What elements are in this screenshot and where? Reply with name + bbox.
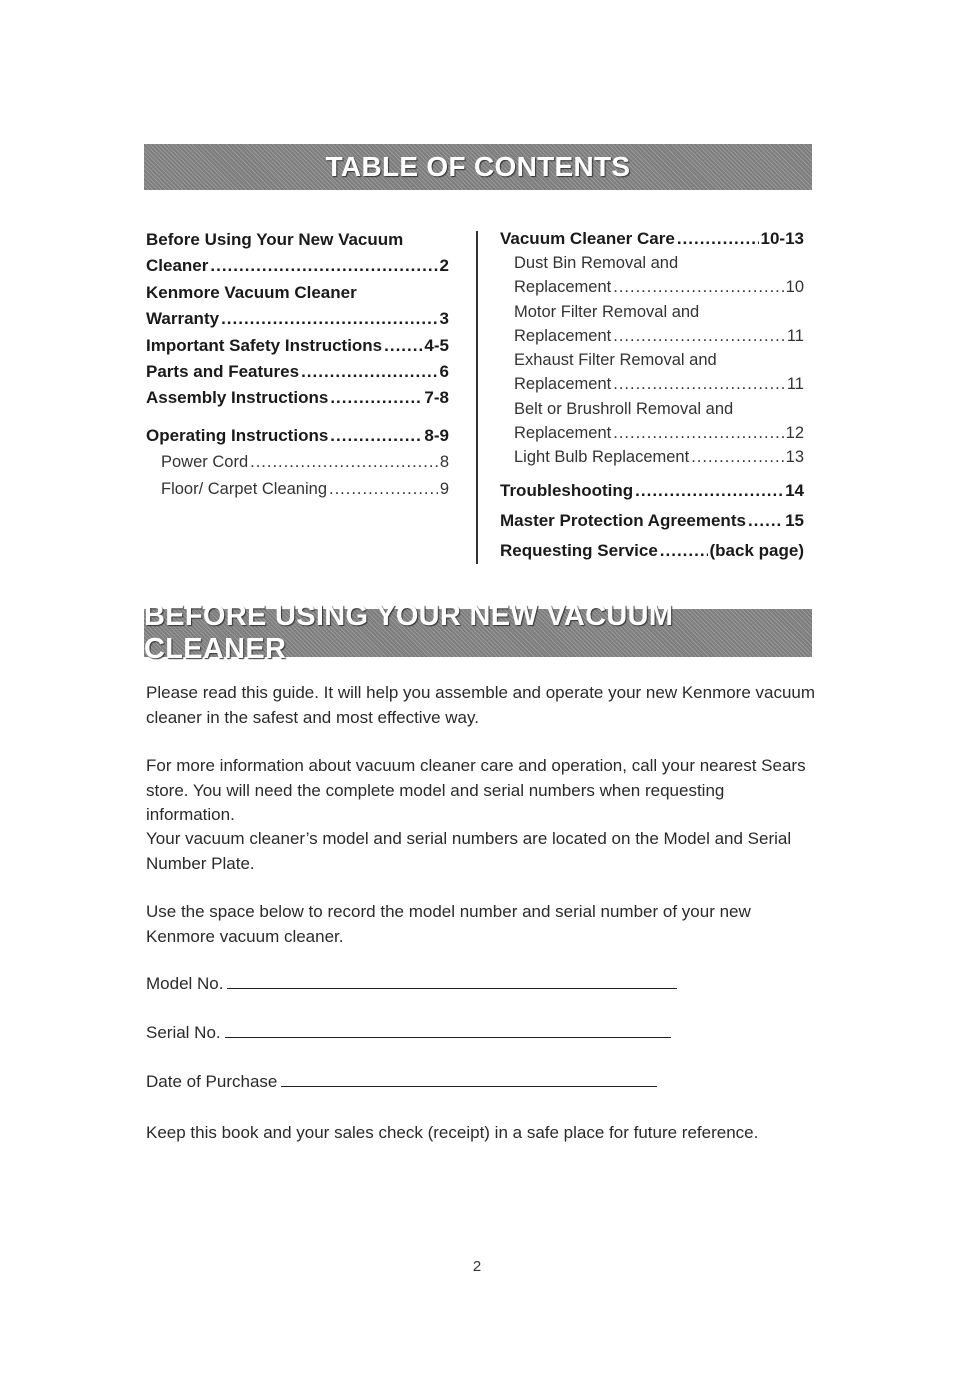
toc-entry-power-cord[interactable] [146,449,449,476]
toc-page-number: 9 [439,480,449,498]
toc-entry-before-using-line1: Before Using Your New Vacuum [146,230,404,249]
toc-leader-dots [677,226,759,251]
toc-entry-floor-cleaning[interactable] [146,476,449,503]
serial-number-field[interactable] [146,1023,671,1043]
toc-page-number: 13 [785,448,804,467]
toc-page-number: 8 [439,453,449,471]
model-number-field[interactable] [146,974,677,994]
toc-entry-label: Parts and Features [146,362,300,381]
toc-column-divider [476,231,478,564]
toc-entry-label: Operating Instructions [146,426,329,445]
toc-page-number: 4-5 [424,336,449,355]
before-using-title: BEFORE USING YOUR NEW VACUUM CLEANER [144,600,674,665]
toc-page-number: 11 [786,375,804,394]
toc-page-number: 11 [786,326,804,345]
toc-entry-label: Troubleshooting [500,480,634,500]
toc-left-column [146,226,449,503]
serial-number-label: Serial No. [146,1023,221,1042]
record-paragraph: Use the space below to record the model number and serial number of your new Kenmore vacuum cleaner. [146,902,751,946]
toc-entry-label: Important Safety Instructions [146,336,383,355]
toc-entry-warranty[interactable] [146,306,449,332]
toc-right-column [500,226,804,566]
toc-entry-assembly[interactable] [146,385,449,422]
purchase-date-label: Date of Purchase [146,1072,278,1091]
toc-entry-label: Replacement [514,375,612,394]
toc-entry-dust-line1: Dust Bin Removal and [514,254,679,272]
toc-leader-dots [660,536,708,566]
toc-leader-dots [384,332,422,359]
toc-entry-before-using[interactable] [146,253,449,279]
toc-page-number: 14 [785,480,804,500]
toc-leader-dots [330,422,422,449]
toc-page-number: 12 [785,424,804,443]
toc-leader-dots [221,306,437,332]
toc-leader-dots [635,476,783,506]
toc-entry-care[interactable] [500,226,804,251]
toc-entry-troubleshooting[interactable] [500,476,804,506]
toc-page-number: 6 [439,362,449,381]
toc-entry-label: Replacement [514,278,612,297]
toc-entry-operating[interactable] [146,422,449,449]
toc-entry-warranty-line1: Kenmore Vacuum Cleaner [146,283,357,302]
toc-leader-dots [330,385,422,411]
toc-title: TABLE OF CONTENTS [325,151,631,182]
model-number-line[interactable] [227,974,677,989]
toc-entry-exhaust-filter[interactable] [514,372,804,396]
toc-leader-dots [613,372,785,396]
toc-page-number: 2 [439,256,449,275]
toc-entry-label: Assembly Instructions [146,388,329,407]
page-number: 2 [472,1258,482,1275]
toc-entry-light-bulb[interactable] [514,445,804,469]
toc-entry-motor-line1: Motor Filter Removal and [514,302,700,321]
toc-banner [144,144,812,190]
toc-entry-label: Replacement [514,424,612,443]
toc-entry-exhaust-line1: Exhaust Filter Removal and [514,351,717,370]
toc-leader-dots [748,506,783,536]
toc-entry-label: Master Protection Agreements [500,510,746,530]
toc-leader-dots [301,359,437,385]
toc-entry-label: Cleaner [146,256,209,275]
toc-entry-dust-bin[interactable] [514,275,804,299]
model-number-label: Model No. [146,974,224,993]
toc-entry-belt-line1: Belt or Brushroll Removal and [514,399,734,418]
toc-entry-requesting-service[interactable] [500,536,804,566]
toc-page-number: 3 [439,309,449,328]
toc-leader-dots [329,476,438,503]
toc-entry-belt-brushroll[interactable] [514,421,804,445]
keep-book-paragraph: Keep this book and your sales check (receipt) in a safe place for future reference. [146,1123,759,1142]
toc-entry-label: Requesting Service [500,540,658,560]
toc-entry-label: Warranty [146,309,220,328]
before-using-banner [144,600,812,665]
toc-leader-dots [250,449,438,476]
toc-page-number: 8-9 [424,426,449,445]
intro-paragraph: Please read this guide. It will help you assemble and operate your new Kenmore vacuum cleaner in the safest and most effective way. [146,683,816,727]
toc-leader-dots [691,445,783,469]
serial-location-paragraph: Your vacuum cleaner’s model and serial numbers are located on the Model and Serial Number Plate. [146,829,792,873]
toc-entry-master-protection[interactable] [500,506,804,536]
toc-page-number: 15 [785,510,804,530]
toc-entry-label: Replacement [514,326,612,345]
toc-entry-parts[interactable] [146,359,449,385]
toc-leader-dots [613,324,785,348]
toc-entry-safety[interactable] [146,332,449,359]
purchase-date-line[interactable] [281,1072,657,1087]
toc-page-number: 7-8 [424,388,449,407]
toc-leader-dots [613,275,783,299]
toc-page-number: 10-13 [760,229,804,248]
more-info-paragraph: For more information about vacuum cleaner care and operation, call your nearest Sears store. You will need the complete model and serial numbers when requesting information. [146,756,806,824]
toc-entry-label: Vacuum Cleaner Care [500,229,675,248]
toc-page-number: (back page) [709,540,804,560]
toc-care-subentries [500,251,804,470]
toc-entry-label: Light Bulb Replacement [514,448,690,467]
serial-number-line[interactable] [225,1023,671,1038]
toc-entry-motor-filter[interactable] [514,324,804,348]
purchase-date-field[interactable] [146,1072,657,1092]
toc-page-number: 10 [785,278,804,297]
toc-leader-dots [210,253,437,279]
toc-leader-dots [613,421,783,445]
toc-entry-label: Power Cord [161,453,249,471]
toc-entry-label: Floor/ Carpet Cleaning [161,480,327,498]
